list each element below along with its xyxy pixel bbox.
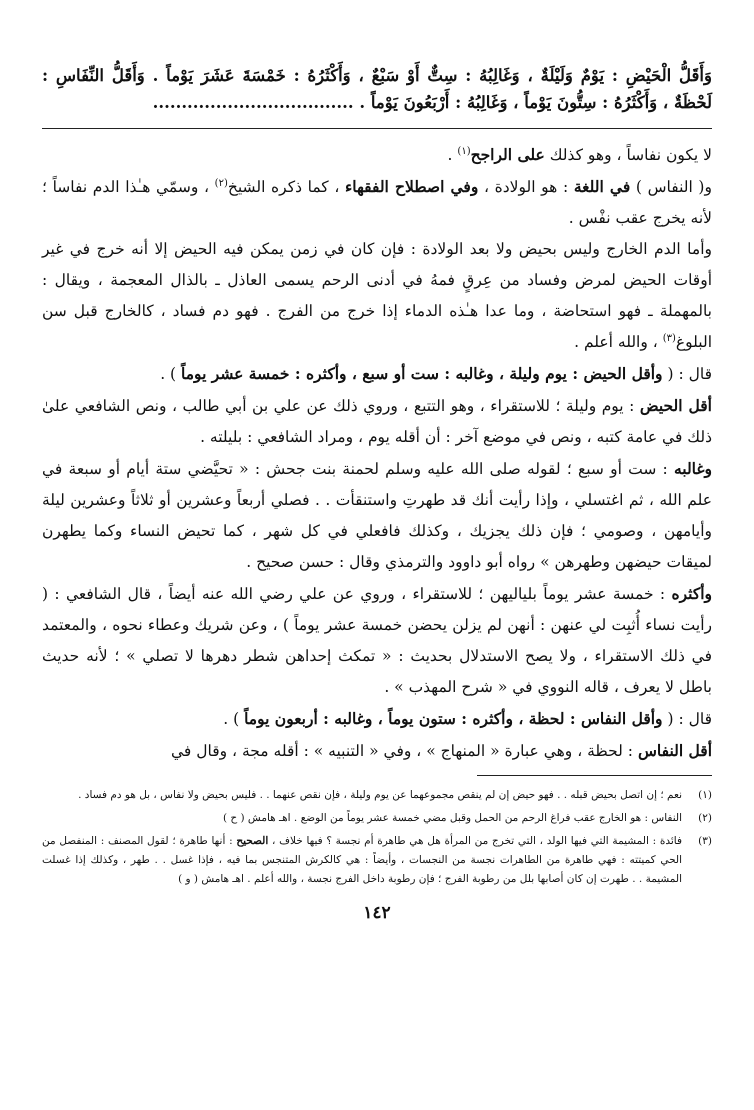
footnote-number: (٣) — [698, 835, 712, 847]
quote-heading: قال : ( وأقل النفاس : لحظة ، وأكثره : ستون يوماً ، وغالبه : أربعون يوماً ) . — [223, 709, 712, 728]
matn-text — [42, 62, 712, 116]
matn-line: وَأَقَلُّ الْحَيْضِ : يَوْمٌ وَلَيْلَةٌ ، وَغَالِبُهُ : سِتٌّ أَوْ سَبْعٌ ، وَأَكْثَرُهُ : خَمْسَةَ عَشَرَ يَوْماً . وَأَقَلُّ النِّفَاسِ : لَحْظَةٌ ، وَأَكْثَرُهُ : سِتُّونَ يَوْماً ، وَغَالِبُهُ : أَرْبَعُونَ يَوْماً . — [42, 66, 712, 112]
paragraph: وأما الدم الخارج وليس بحيض ولا بعد الولادة : فإن كان في زمن يمكن فيه الحيض إلا أنه خرج في غير أوقات الحيض لمرض وفساد من عِرقٍ فمهُ في أدنى الرحم يسمى العاذل ـ بالذال المعجمة ، ويقال : بالمهملة ـ فهو استحاضة ، وما عدا هـٰذه الدماء إذا خرج من الفرج . فهو دم فساد ، كالخارج قبل سن البلوغ$^{(٣)}$ ، والله أعلم . — [42, 240, 712, 351]
paragraph: و( النفاس ) في اللغة : هو الولادة ، وفي اصطلاح الفقهاء ، كما ذكره الشيخ$^{(٢)}$ ، وسمّي هـٰذا الدم نفاساً ؛ لأنه يخرج عقب نفْس . — [42, 177, 712, 227]
footnote-text: فائدة : المشيمة التي فيها الولد ، التي تخرج من المرأة هل هي طاهرة أم نجسة ؟ فيها خلاف ، الصحيح : أنها طاهرة ؛ لقول المصنف : المنفصل من الحي كميتته : فهي طاهرة من الطاهرات نجسة من النجسات ، وأيضاً : هي كالكرش المتنجس بما فيه ، فإذا غسل . . طهر ، وكذلك إذا غسلت المشيمة . . طهرت إن كان أصابها بلل من رطوبة الفرج ؛ فإن رطوبة داخل الفرج نجسة ، والله أعلم . اهـ هامش ( و ) — [42, 835, 682, 885]
footnote-number: (٢) — [698, 812, 712, 824]
paragraph: أقل النفاس : لحظة ، وهي عبارة « المنهاج » ، وفي « التنبيه » : أقله مجة ، وقال في — [170, 741, 712, 760]
footnote — [42, 832, 712, 889]
footnote-number: (١) — [698, 789, 712, 801]
footnote — [42, 809, 712, 828]
footnote-ref[interactable]: (٣) — [662, 332, 676, 344]
paragraph: لا يكون نفاساً ، وهو كذلك على الراجح$^{(١)}$ . — [447, 145, 712, 164]
quote-heading: قال : ( وأقل الحيض : يوم وليلة ، وغالبه : ست أو سبع ، وأكثره : خمسة عشر يوماً ) . — [160, 364, 712, 383]
footnote-text: النفاس : هو الخارج عقب فراغ الرحم من الحمل وقبل مضي خمسة عشر يوماً من الوضع . اهـ هامش ( ح ) — [222, 812, 682, 824]
paragraph: أقل الحيض : يوم وليلة ؛ للاستقراء ، وهو التتبع ، وروي ذلك عن علي بن أبي طالب ، ونص الشافعي علىٰ ذلك في عامة كتبه ، ونص في موضع آخر : أن أقله يوم ، ومراد الشافعي : بليلته . — [42, 396, 712, 446]
page — [42, 62, 712, 923]
footnote-text: نعم ؛ إن اتصل بحيض قبله . . فهو حيض إن لم ينقص مجموعهما عن يوم وليلة ، فإن نقص عنهما . . فليس بحيض ولا نفاس ، بل هو دم فساد . — [78, 789, 682, 801]
footnote — [42, 786, 712, 805]
page-number: ١٤٢ — [363, 903, 391, 923]
footnote-divider — [477, 775, 712, 776]
footnote-ref[interactable]: (٢) — [214, 177, 228, 189]
matn-divider — [42, 128, 712, 129]
paragraph: وأكثره : خمسة عشر يوماً بلياليهن ؛ للاستقراء ، وروي عن علي رضي الله عنه أيضاً ، قال الشافعي : ( رأيت نساء أُثبِت لي عنهن : أنهن لم يزلن يحضن خمسة عشر يوماً ) ، وعن شريك وعطاء نحوه ، والمعتمد في ذلك الاستقراء ، ولا يصح الاستدلال بحديث : « تمكث إحداهن شطر دهرها لا تصلي » ؛ لأنه حديث باطل لا يعرف ، قاله النووي في « شرح المهذب » . — [42, 584, 712, 696]
footnote-ref[interactable]: (١) — [457, 145, 471, 157]
paragraph: وغالبه : ست أو سبع ؛ لقوله صلى الله عليه وسلم لحمنة بنت جحش : « تحيَّضي ستة أيام أو سبعة في علم الله ، ثم اغتسلي ، وإذا رأيت أنك قد طهرتِ واستنقأت . . فصلي أربعاً وعشرين أو ثلاثاً وعشرين ليلة وأيامهن ، وصومي ؛ فإن ذلك يجزيك ، وكذلك فافعلي في كل شهر ، كما تحيض النساء وكما يطهرن لميقات حيضهن وطهرهن » رواه أبو داوود والترمذي وقال : حسن صحيح . — [42, 459, 712, 571]
footnotes — [42, 786, 712, 889]
commentary-body — [42, 139, 712, 767]
matn-dots: ................................... — [152, 93, 354, 112]
